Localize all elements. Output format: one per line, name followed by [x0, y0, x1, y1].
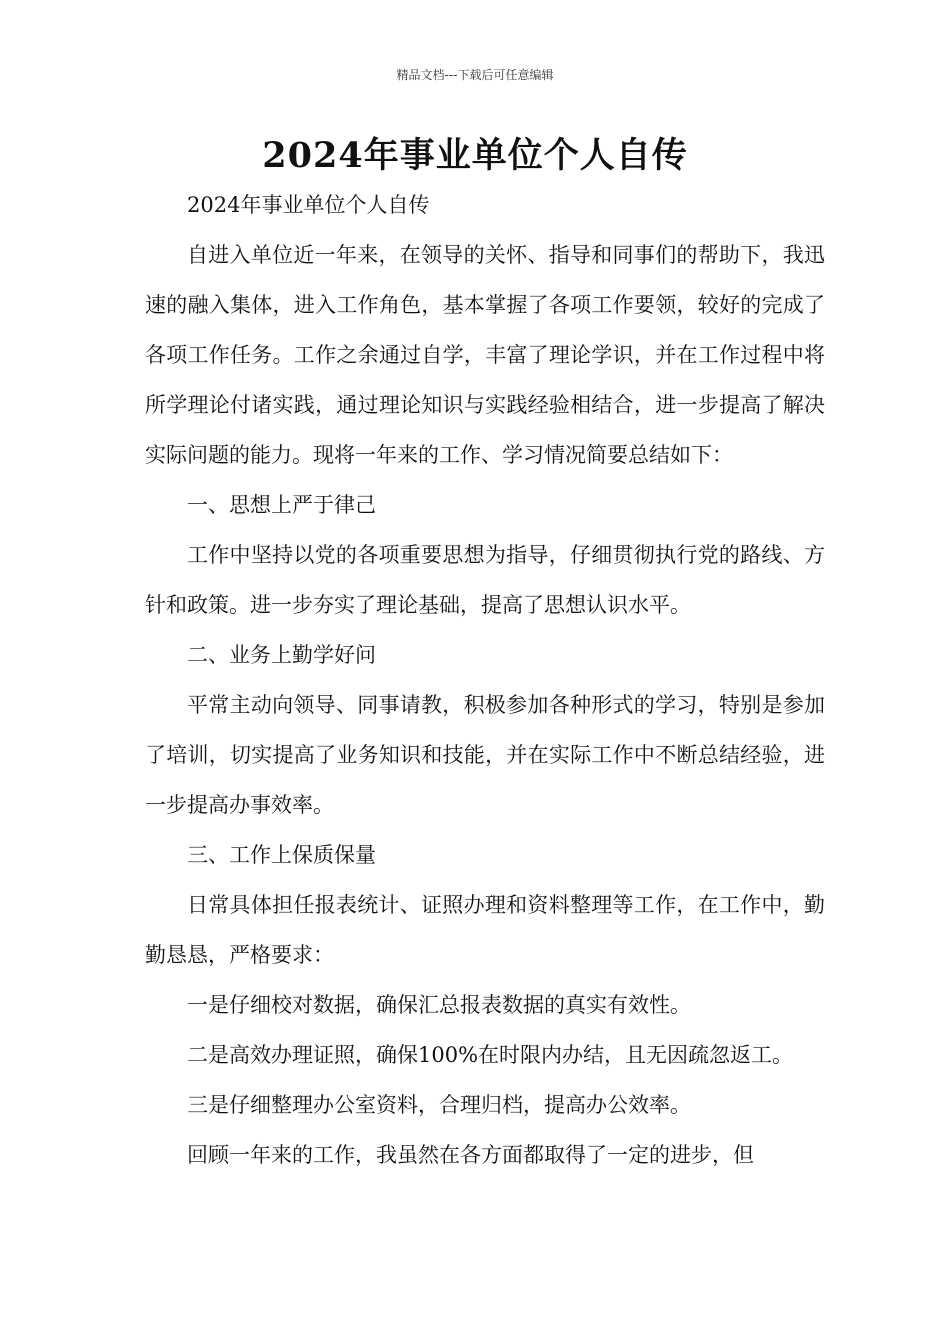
document-title: 2024年事业单位个人自传 — [262, 135, 688, 176]
paragraph-section-3: 日常具体担任报表统计、证照办理和资料整理等工作，在工作中，勤勤恳恳，严格要求： — [145, 893, 825, 967]
header-note: 精品文档---下载后可任意编辑 — [396, 68, 554, 82]
paragraph-review: 回顾一年来的工作，我虽然在各方面都取得了一定的进步，但 — [187, 1143, 754, 1167]
list-item-1: 一是仔细校对数据，确保汇总报表数据的真实有效性。 — [187, 993, 691, 1017]
section-heading-2: 二、业务上勤学好问 — [187, 643, 376, 667]
document-body — [145, 180, 825, 1180]
list-item-2: 二是高效办理证照，确保100%在时限内办结，且无因疏忽返工。 — [187, 1043, 794, 1067]
section-heading-1: 一、思想上严于律己 — [187, 493, 376, 517]
section-heading-3: 三、工作上保质保量 — [187, 843, 376, 867]
paragraph-intro: 自进入单位近一年来，在领导的关怀、指导和同事们的帮助下，我迅速的融入集体，进入工作角色，基本掌握了各项工作要领，较好的完成了各项工作任务。工作之余通过自学，丰富了理论学识，并在工作过程中将所学理论付诸实践，通过理论知识与实践经验相结合，进一步提高了解决实际问题的能力。现将一年来的工作、学习情况简要总结如下： — [145, 243, 825, 467]
list-item-3: 三是仔细整理办公室资料，合理归档，提高办公效率。 — [187, 1093, 691, 1117]
paragraph-section-1: 工作中坚持以党的各项重要思想为指导，仔细贯彻执行党的路线、方针和政策。进一步夯实了理论基础，提高了思想认识水平。 — [145, 543, 825, 617]
paragraph-subtitle: 2024年事业单位个人自传 — [187, 193, 430, 217]
paragraph-section-2: 平常主动向领导、同事请教，积极参加各种形式的学习，特别是参加了培训，切实提高了业务知识和技能，并在实际工作中不断总结经验，进一步提高办事效率。 — [145, 693, 825, 817]
